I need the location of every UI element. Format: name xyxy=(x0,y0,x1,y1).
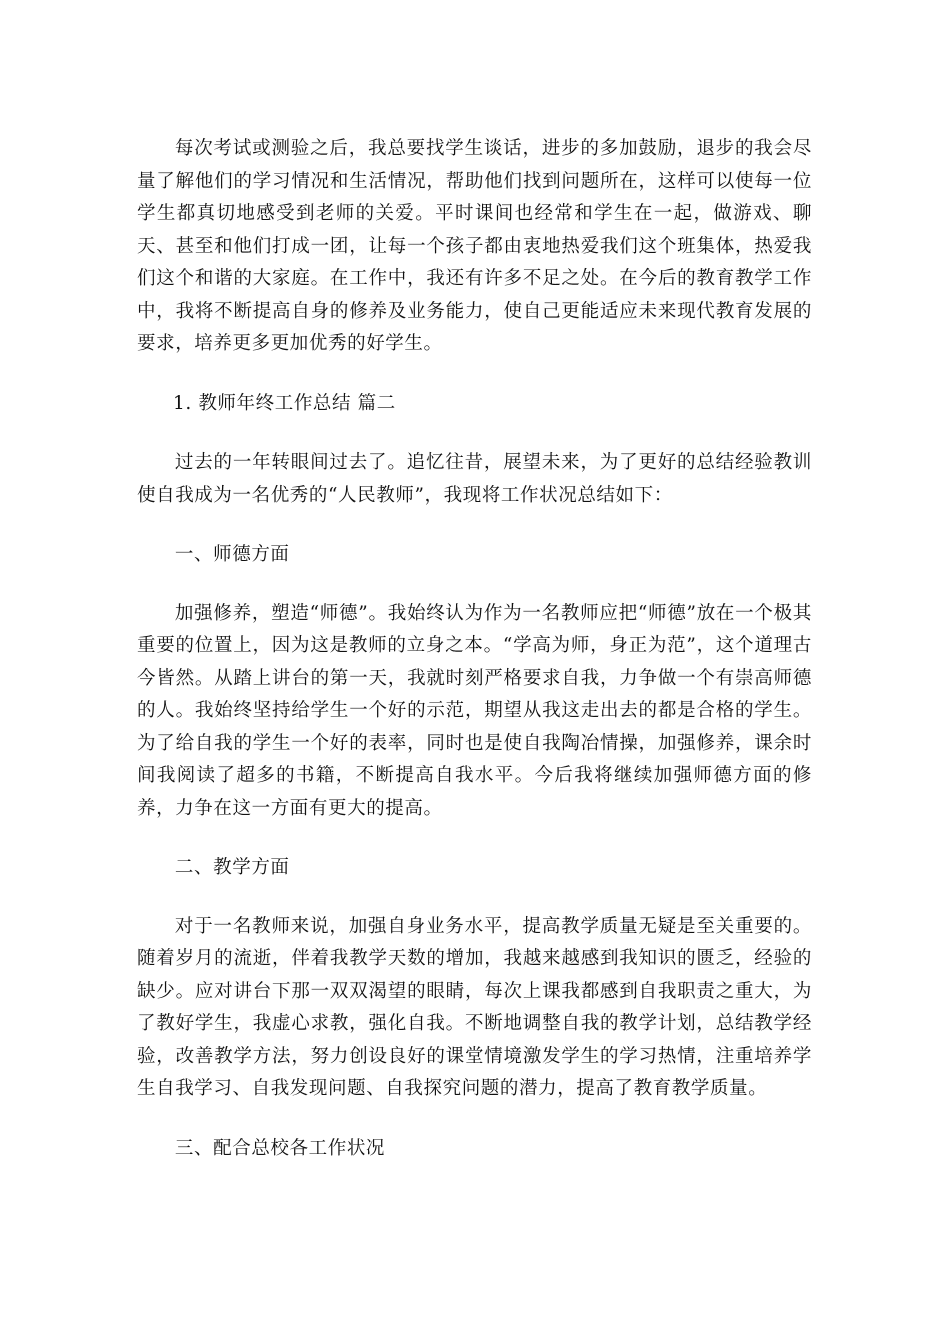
heading-school-cooperation: 三、配合总校各工作状况 xyxy=(174,1137,386,1159)
section-title: 1. 教师年终工作总结 篇二 xyxy=(173,392,396,414)
document-page xyxy=(137,133,812,1191)
heading-teaching: 二、教学方面 xyxy=(174,857,290,878)
paragraph-teacher-ethics: 加强修养，塑造“师德”。我始终认为作为一名教师应把“师德”放在一个极其重要的位置上，因为这是教师的立身之本。“学高为师，身正为范”，这个道理古今皆然。从踏上讲台的第一天，我就时刻严格要求自我，力争做一个有崇高师德的人。我始终坚持给学生一个好的示范，期望从我这走出去的都是合格的学生。为了给自我的学生一个好的表率，同时也是使自我陶冶情操，加强修养，课余时间我阅读了超多的书籍，不断提高自我水平。今后我将继续加强师德方面的修养，力争在这一方面有更大的提高。 xyxy=(137,602,812,819)
paragraph-intro: 过去的一年转眼间过去了。追忆往昔，展望未来，为了更好的总结经验教训使自我成为一名优秀的“人民教师”，我现将工作状况总结如下： xyxy=(137,452,812,506)
heading-teacher-ethics: 一、师德方面 xyxy=(174,544,290,565)
paragraph-closing-remarks: 每次考试或测验之后，我总要找学生谈话，进步的多加鼓励，退步的我会尽量了解他们的学习情况和生活情况，帮助他们找到问题所在，这样可以使每一位学生都真切地感受到老师的关爱。平时课间也经常和学生在一起，做游戏、聊天、甚至和他们打成一团，让每一个孩子都由衷地热爱我们这个班集体，热爱我们这个和谐的大家庭。在工作中，我还有许多不足之处。在今后的教育教学工作中，我将不断提高自身的修养及业务能力，使自己更能适应未来现代教育发展的要求，培养更多更加优秀的好学生。 xyxy=(137,138,812,354)
paragraph-teaching: 对于一名教师来说，加强自身业务水平，提高教学质量无疑是至关重要的。随着岁月的流逝，伴着我教学天数的增加，我越来越感到我知识的匮乏，经验的缺少。应对讲台下那一双双渴望的眼睛，每次上课我都感到自我职责之重大，为了教好学生，我虚心求教，强化自我。不断地调整自我的教学计划，总结教学经验，改善教学方法，努力创设良好的课堂情境激发学生的学习热情，注重培养学生自我学习、自我发现问题、自我探究问题的潜力，提高了教育教学质量。 xyxy=(137,915,812,1099)
